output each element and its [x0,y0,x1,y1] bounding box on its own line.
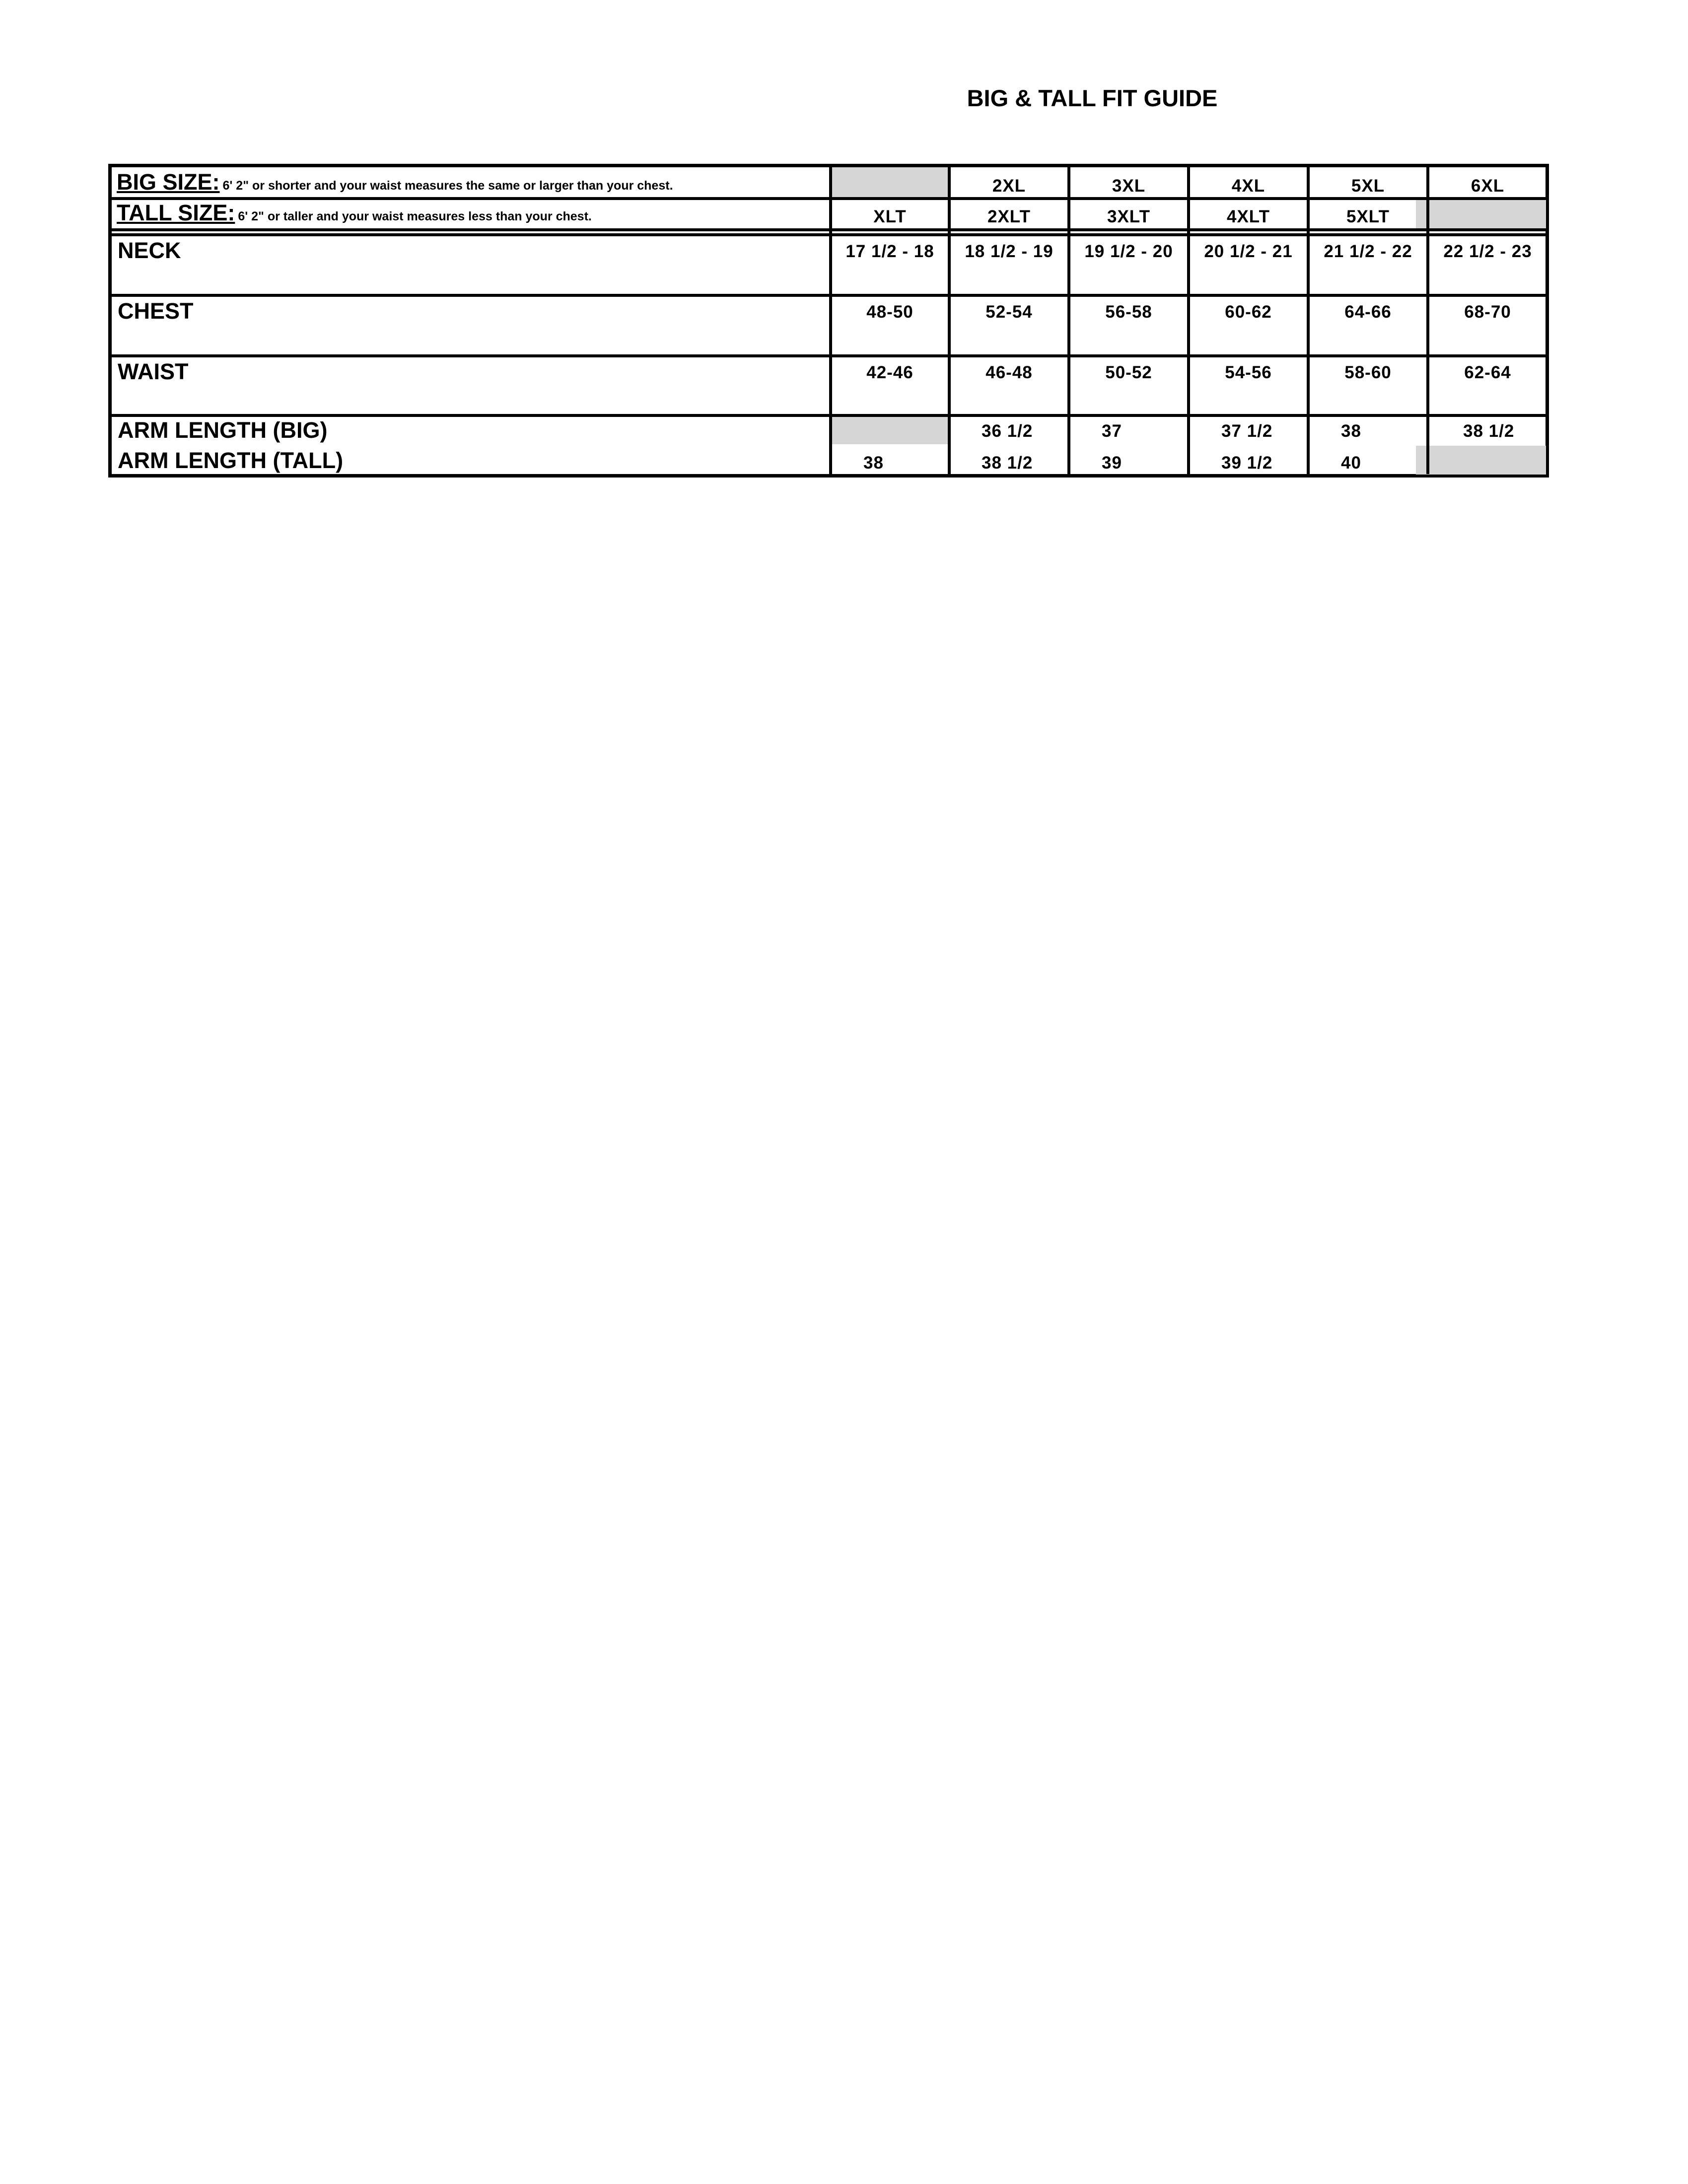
arm-tall-value: 39 1/2 [1221,453,1273,473]
divider-line [112,294,1546,297]
row-label-waist: WAIST [118,359,189,384]
big-size-cell: 5XL [1351,176,1385,196]
row-label-arm-length-big: ARM LENGTH (BIG) [118,417,328,443]
big-size-cell: 6XL [1471,176,1505,196]
waist-value: 42-46 [866,363,914,382]
divider-line [112,233,1546,236]
divider-line [112,354,1546,357]
row-label-neck: NECK [118,238,181,263]
arm-tall-value: 38 [863,453,884,473]
big-size-header [117,169,673,201]
arm-big-value: 37 [1102,421,1122,441]
neck-value: 18 1/2 - 19 [965,242,1054,261]
tall-size-label: TALL SIZE: [117,200,235,225]
arm-big-value: 38 1/2 [1463,421,1515,441]
big-size-label: BIG SIZE: [117,169,220,195]
tall-size-cell: 2XLT [987,207,1031,226]
tall-size-cell: 3XLT [1107,207,1150,226]
neck-value: 21 1/2 - 22 [1324,242,1412,261]
arm-tall-value: 39 [1102,453,1122,473]
chest-value: 60-62 [1225,302,1272,322]
chest-value: 48-50 [866,302,914,322]
neck-value: 22 1/2 - 23 [1443,242,1532,261]
page-title: BIG & TALL FIT GUIDE [967,85,1218,111]
arm-big-value: 37 1/2 [1221,421,1273,441]
tall-size-header [117,200,592,231]
chest-value: 64-66 [1344,302,1392,322]
chest-value: 68-70 [1464,302,1511,322]
waist-value: 46-48 [985,363,1033,382]
row-label-arm-length-tall: ARM LENGTH (TALL) [118,448,344,473]
big-size-cell: 4XL [1231,176,1266,196]
big-size-note: 6' 2" or shorter and your waist measures the same or larger than your chest. [222,179,673,193]
arm-tall-value: 38 1/2 [982,453,1033,473]
waist-value: 62-64 [1464,363,1511,382]
fit-guide-table [108,164,1549,478]
waist-value: 50-52 [1105,363,1152,382]
big-size-cell: 3XL [1112,176,1146,196]
tall-size-cell: 5XLT [1346,207,1390,226]
empty-cell-tall-6xl [1416,200,1546,228]
empty-cell-big-xlt [832,167,948,197]
chest-value: 52-54 [985,302,1033,322]
neck-value: 20 1/2 - 21 [1204,242,1293,261]
tall-size-cell: 4XLT [1227,207,1270,226]
row-label-chest: CHEST [118,298,194,324]
neck-value: 19 1/2 - 20 [1084,242,1173,261]
waist-value: 54-56 [1225,363,1272,382]
empty-cell-arm-tall-6xl [1416,446,1546,475]
tall-size-note: 6' 2" or taller and your waist measures less than your chest. [238,209,592,223]
arm-big-value: 36 1/2 [982,421,1033,441]
big-size-cell: 2XL [992,176,1026,196]
waist-value: 58-60 [1344,363,1392,382]
chest-value: 56-58 [1105,302,1152,322]
neck-value: 17 1/2 - 18 [845,242,934,261]
empty-cell-arm-big-xlt [832,417,948,444]
divider-line [112,414,1546,417]
tall-size-cell: XLT [873,207,907,226]
arm-tall-value: 40 [1341,453,1361,473]
arm-big-value: 38 [1341,421,1361,441]
